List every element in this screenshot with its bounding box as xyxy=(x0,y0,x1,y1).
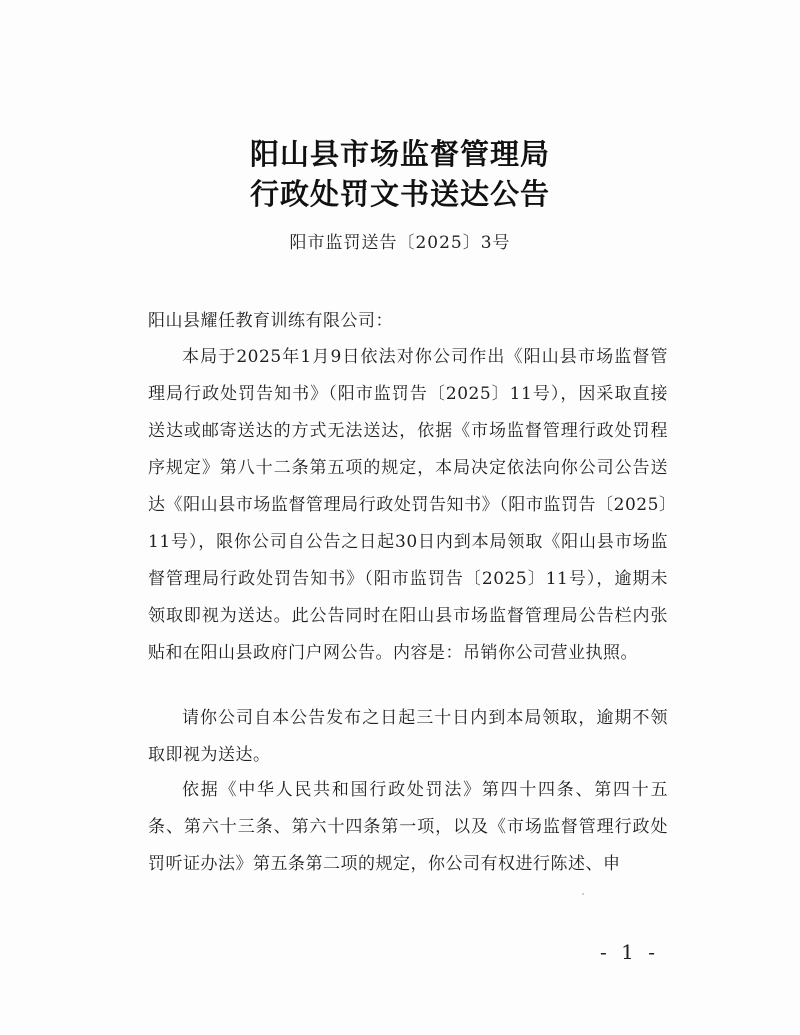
scan-speck xyxy=(582,893,584,895)
page-number: - 1 - xyxy=(600,940,659,964)
addressee: 阳山县耀任教育训练有限公司： xyxy=(148,311,393,331)
document-title-line1: 阳山县市场监督管理局 xyxy=(249,137,550,171)
document-number: 阳市监罚送告〔2025〕3号 xyxy=(289,233,511,253)
paragraph-1: 本局于2025年1月9日依法对你公司作出《阳山县市场监督管理局行政处罚告知书》（阳市监罚告〔2025〕11号），因采取直接送达或邮寄送达的方式无法送达，依据《市场监督管理行政处罚程序规定》第八十二条第五项的规定，本局决定依法向你公司公告送达《阳山县市场监督管理局行政处罚告知书》（阳市监罚告〔2025〕11号），限你公司自公告之日起30日内到本局领取《阳山县市场监督管理局行政处罚告知书》（阳市监罚告〔2025〕11号），逾期未领取即视为送达。此公告同时在阳山县市场监督管理局公告栏内张贴和在阳山县政府门户网公告。内容是：吊销你公司营业执照。 xyxy=(148,347,668,663)
document-title-line2: 行政处罚文书送达公告 xyxy=(249,177,550,211)
paragraph-3: 依据《中华人民共和国行政处罚法》第四十四条、第四十五条、第六十三条、第六十四条第一项，以及《市场监督管理行政处罚听证办法》第五条第二项的规定，你公司有权进行陈述、申 xyxy=(148,780,668,874)
paragraph-2: 请你公司自本公告发布之日起三十日内到本局领取，逾期不领取即视为送达。 xyxy=(148,708,668,765)
